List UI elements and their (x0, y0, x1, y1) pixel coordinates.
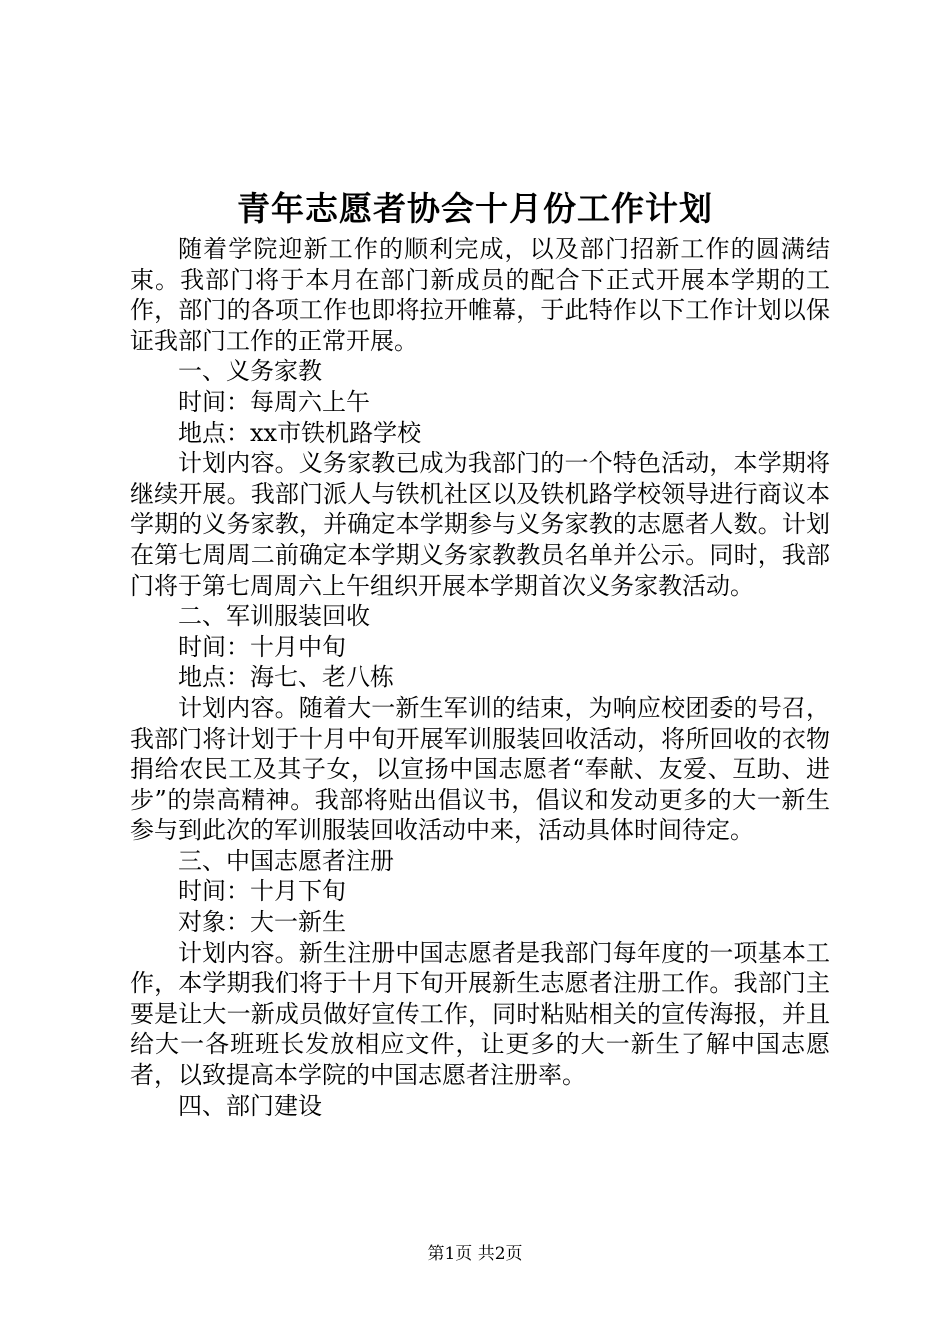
section-3-target: 对象：大一新生 (178, 908, 346, 937)
section-3-time: 时间：十月下旬 (178, 877, 346, 906)
section-heading-1: 一、义务家教 (178, 357, 322, 386)
section-heading-2: 二、军训服装回收 (178, 602, 370, 631)
section-heading-4: 四、部门建设 (178, 1091, 322, 1120)
document-title: 青年志愿者协会十月份工作计划 (237, 189, 713, 228)
page-number-footer: 第1页 共2页 (427, 1244, 523, 1264)
section-1-location: 地点：xx市铁机路学校 (178, 418, 422, 447)
section-1-content: 计划内容。义务家教已成为我部门的一个特色活动，本学期将继续开展。我部门派人与铁机社区以及铁机路学校领导进行商议本学期的义务家教，并确定本学期参与义务家教的志愿者人数。计划在第七周周二前确定本学期义务家教教员名单并公示。同时，我部门将于第七周周六上午组织开展本学期首次义务家教活动。 (130, 449, 830, 600)
section-2-time: 时间：十月中旬 (178, 632, 346, 661)
paragraph-intro: 随着学院迎新工作的顺利完成，以及部门招新工作的圆满结束。我部门将于本月在部门新成员的配合下正式开展本学期的工作，部门的各项工作也即将拉开帷幕，于此特作以下工作计划以保证我部门工作的正常开展。 (130, 235, 830, 355)
document-body (130, 234, 830, 1121)
section-2-location: 地点：海七、老八栋 (178, 663, 394, 692)
section-heading-3: 三、中国志愿者注册 (178, 846, 394, 875)
section-1-time: 时间：每周六上午 (178, 387, 370, 416)
section-3-content: 计划内容。新生注册中国志愿者是我部门每年度的一项基本工作，本学期我们将于十月下旬开展新生志愿者注册工作。我部门主要是让大一新成员做好宣传工作，同时粘贴相关的宣传海报，并且给大一各班班长发放相应文件，让更多的大一新生了解中国志愿者，以致提高本学院的中国志愿者注册率。 (130, 938, 830, 1090)
section-2-content: 计划内容。随着大一新生军训的结束，为响应校团委的号召，我部门将计划于十月中旬开展军训服装回收活动，将所回收的衣物捐给农民工及其子女，以宣扬中国志愿者“奉献、友爱、互助、进步”的崇高精神。我部将贴出倡议书，倡议和发动更多的大一新生参与到此次的军训服装回收活动中来，活动具体时间待定。 (130, 693, 830, 845)
